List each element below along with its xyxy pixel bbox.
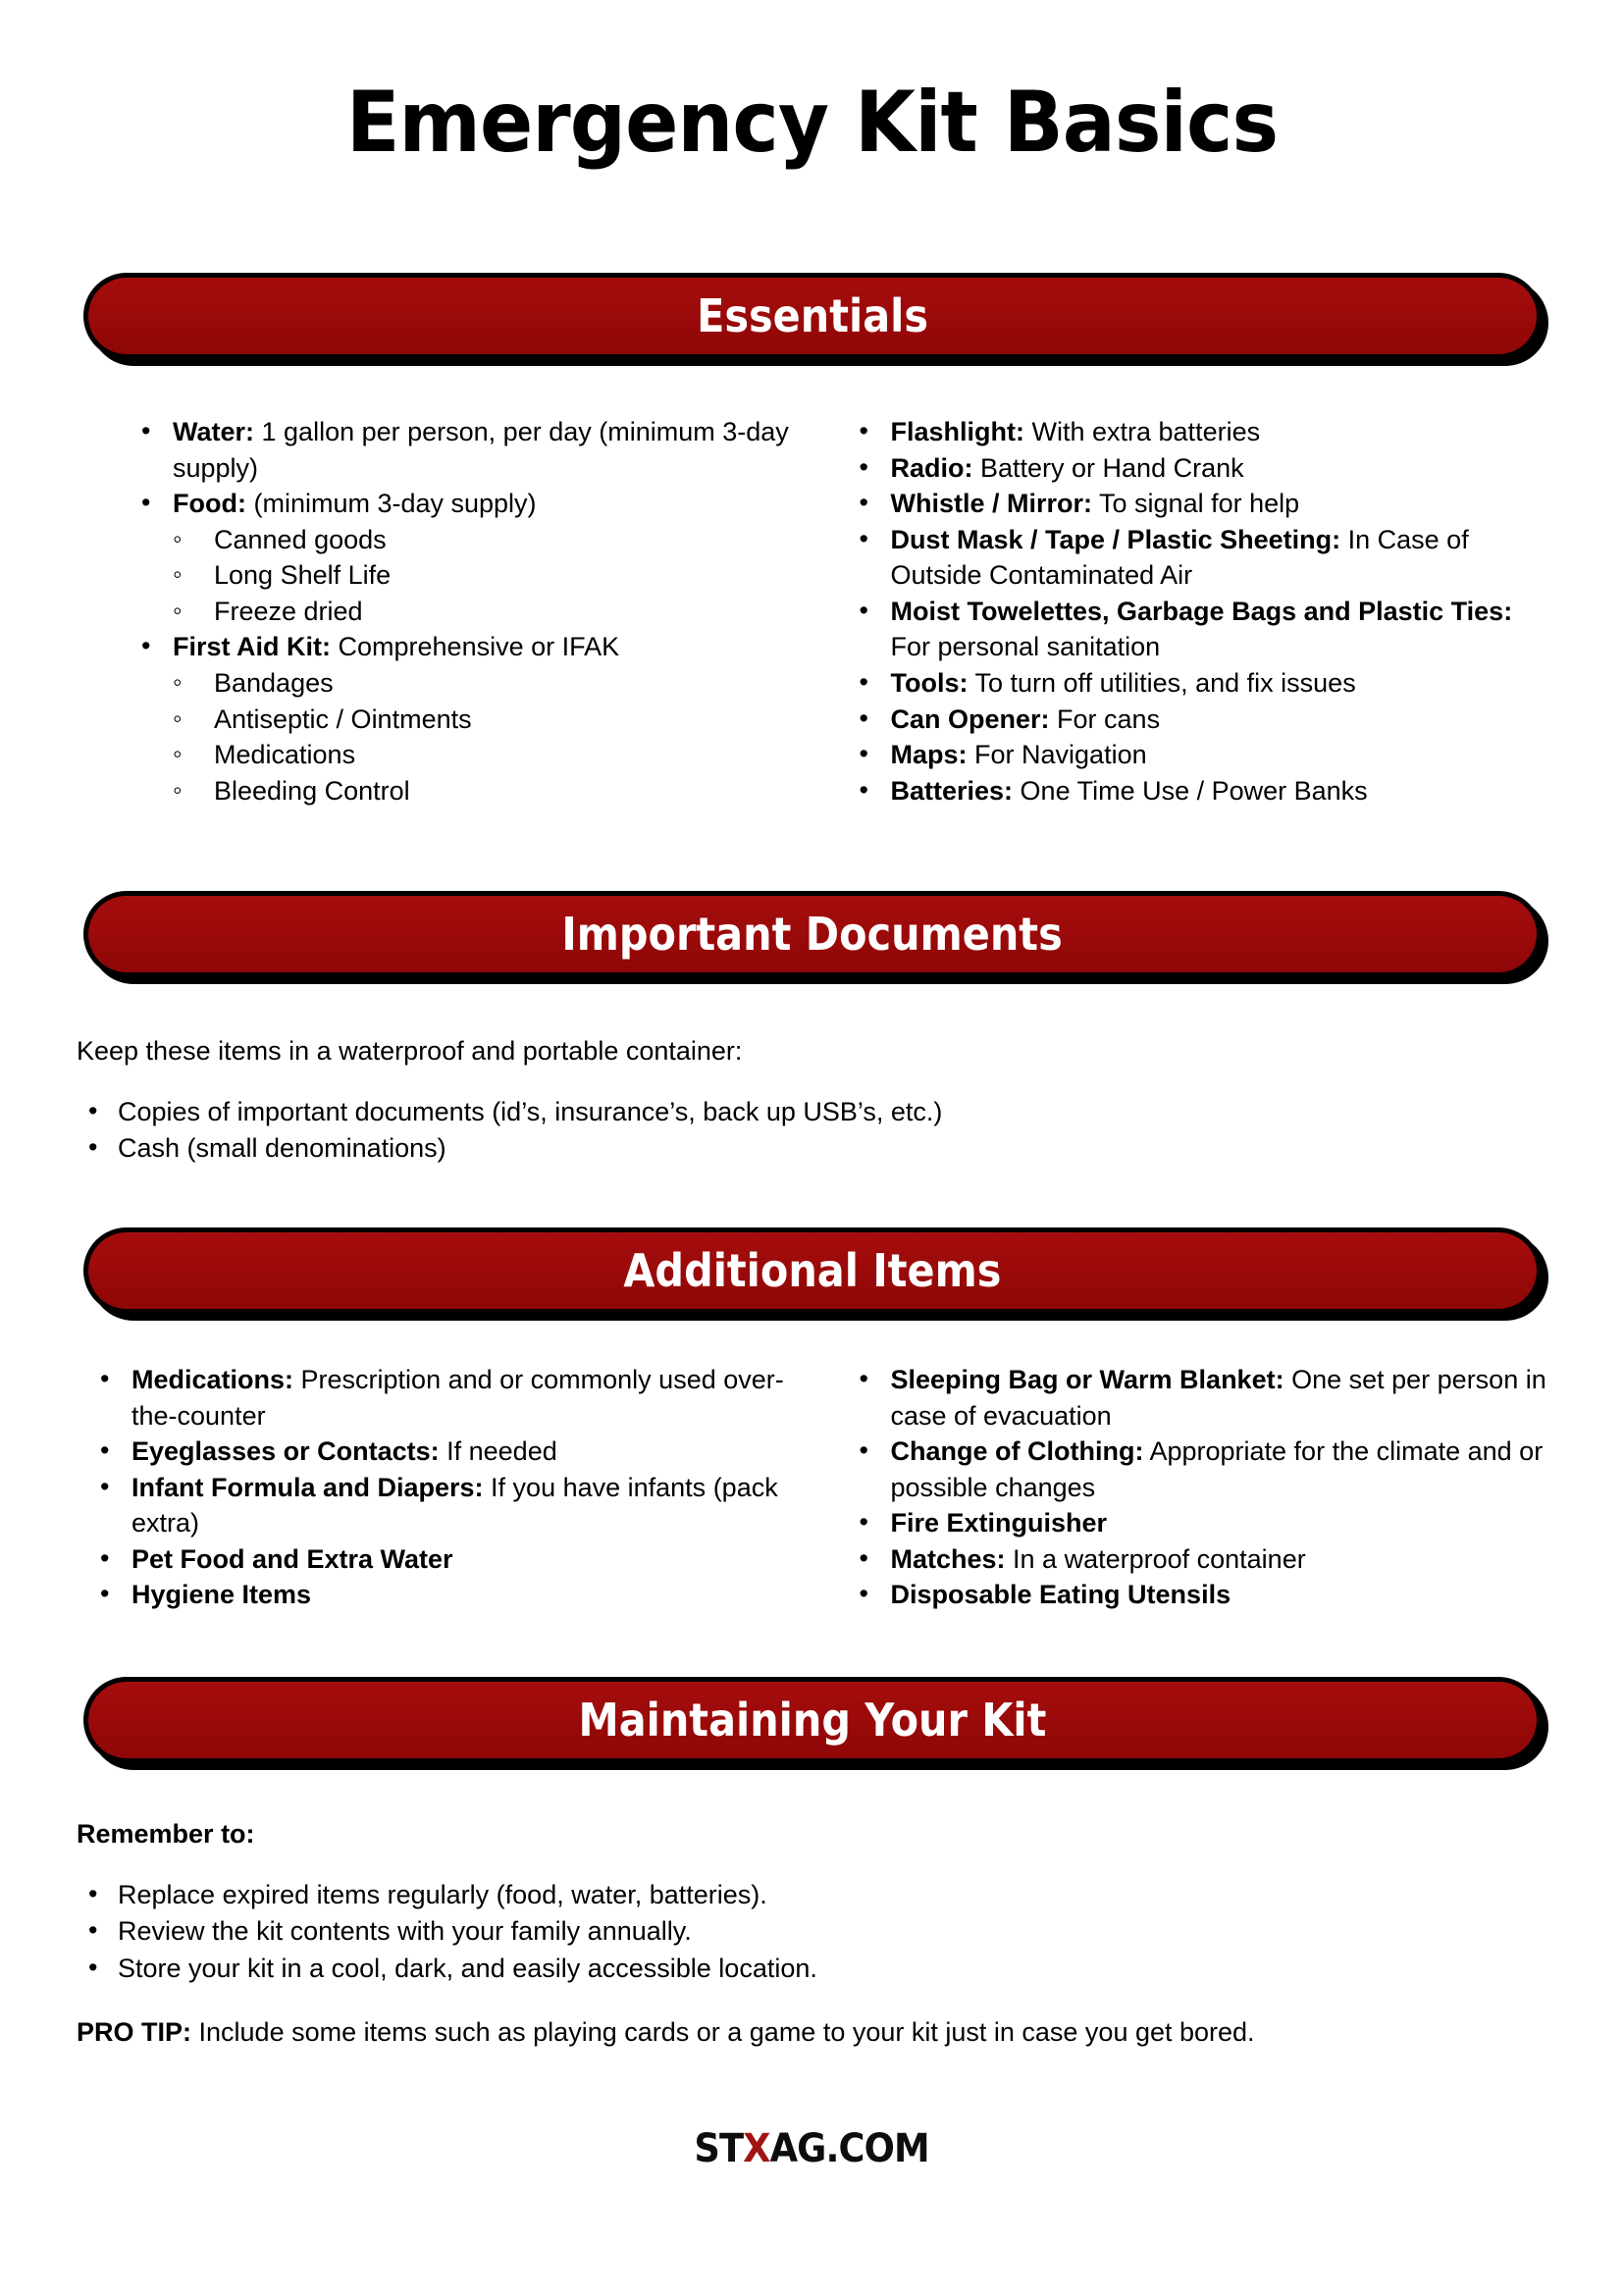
list-item: • Copies of important documents (id’s, insurance’s, back up USB’s, etc.) [77, 1094, 1547, 1130]
item-label: Sleeping Bag or Warm Blanket: [890, 1365, 1284, 1394]
maintaining-your-kit-content [77, 1816, 1547, 2050]
sub-list-item: ◦ Bandages [173, 665, 812, 702]
item-text: 1 gallon per person, per day (minimum 3-day supply) [173, 417, 789, 483]
item-label: Whistle / Mirror: [890, 489, 1093, 519]
item-label: Can Opener: [890, 704, 1050, 734]
sub-list-item: ◦ Freeze dried [173, 594, 812, 630]
sub-list [173, 522, 812, 630]
item-label: Change of Clothing: [890, 1436, 1144, 1467]
item-text: In Case of Outside Contaminated Air [890, 524, 1469, 591]
section-heading-maintaining-your-kit: Maintaining Your Kit [578, 1694, 1047, 1747]
sub-list [173, 665, 812, 808]
maintaining-list [77, 1877, 1547, 1987]
list-item [854, 594, 1548, 665]
item-text: If needed [439, 1436, 557, 1467]
list-item [854, 1541, 1548, 1578]
item-label: Flashlight: [890, 417, 1024, 446]
item-text: (minimum 3-day supply) [245, 489, 537, 519]
sub-list-item: ◦ Medications [173, 737, 812, 773]
item-label: Batteries: [890, 775, 1014, 806]
pro-tip [77, 2014, 1547, 2050]
item-text: With extra batteries [1024, 417, 1261, 446]
item-text: In a waterproof container [1005, 1543, 1306, 1574]
list-item [854, 1434, 1548, 1505]
item-label: Infant Formula and Diapers: [131, 1472, 484, 1502]
item-text: One Time Use / Power Banks [1013, 775, 1368, 806]
item-label: Tools: [890, 668, 969, 699]
item-text: Battery or Hand Crank [972, 452, 1244, 483]
page-title: Emergency Kit Basics [345, 74, 1279, 172]
site-logo[interactable] [694, 2126, 930, 2171]
list-item [854, 702, 1548, 738]
additional-items-left-column [77, 1362, 812, 1613]
list-item [854, 1362, 1548, 1434]
logo-x-mark: X [743, 2126, 771, 2171]
item-text: Prescription and or commonly used over-the-counter [131, 1365, 784, 1431]
section-heading-essentials: Essentials [697, 289, 928, 342]
item-text: For cans [1049, 704, 1161, 734]
pro-tip-text: Include some items such as playing cards or a game to your kit just in case you get bored. [191, 2016, 1255, 2047]
list-item [854, 737, 1548, 773]
maintaining-lead: Remember to: [77, 1819, 255, 1849]
item-text: One set per person in case of evacuation [890, 1365, 1546, 1431]
list-item [854, 486, 1548, 522]
item-label: Pet Food and Extra Water [131, 1543, 453, 1574]
sub-list-item: ◦ Long Shelf Life [173, 557, 812, 594]
logo-text-part1: ST [694, 2126, 744, 2171]
item-label: Medications: [131, 1365, 294, 1394]
essentials-left-column [77, 414, 812, 808]
sub-list-item: ◦ Antiseptic / Ointments [173, 702, 812, 738]
additional-items-content [77, 1362, 1547, 1613]
list-item [94, 1470, 812, 1541]
item-label: Radio: [890, 452, 973, 483]
section-banner-additional-items [83, 1227, 1542, 1314]
list-item [854, 522, 1548, 594]
item-label: Matches: [890, 1543, 1006, 1574]
pro-tip-label: PRO TIP: [77, 2016, 192, 2047]
item-text: Appropriate for the climate and or possible changes [890, 1436, 1544, 1502]
list-item [854, 450, 1548, 487]
important-documents-list [77, 1094, 1547, 1168]
item-label: Dust Mask / Tape / Plastic Sheeting: [890, 524, 1341, 554]
list-item [135, 486, 812, 629]
sub-list-item: ◦ Bleeding Control [173, 773, 812, 809]
list-item: • Store your kit in a cool, dark, and easily accessible location. [77, 1951, 1547, 1987]
item-label: Eyeglasses or Contacts: [131, 1436, 440, 1467]
section-heading-important-documents: Important Documents [561, 908, 1064, 961]
section-banner-essentials [83, 273, 1542, 359]
list-item [94, 1434, 812, 1470]
item-label: Moist Towelettes, Garbage Bags and Plastic Ties: [890, 596, 1513, 626]
list-item [854, 665, 1548, 702]
list-item [135, 629, 812, 808]
logo-text-part2: AG.COM [770, 2126, 930, 2171]
item-label: Food: [173, 489, 246, 519]
list-item [854, 773, 1548, 809]
item-text: If you have infants (pack extra) [131, 1472, 778, 1539]
section-banner-important-documents [83, 891, 1542, 977]
list-item: • Review the kit contents with your family annually. [77, 1913, 1547, 1950]
list-item [854, 414, 1548, 450]
list-item [94, 1362, 812, 1434]
additional-items-right-column [812, 1362, 1548, 1613]
essentials-right-column [812, 414, 1548, 808]
item-label: Water: [173, 417, 255, 446]
list-item [94, 1541, 812, 1578]
item-label: Fire Extinguisher [890, 1508, 1108, 1539]
item-text: For personal sanitation [890, 632, 1161, 662]
important-documents-content [77, 1033, 1547, 1168]
section-banner-maintaining-your-kit [83, 1677, 1542, 1763]
item-text: To signal for help [1092, 489, 1300, 519]
item-label: Hygiene Items [131, 1580, 312, 1610]
list-item [94, 1577, 812, 1613]
additional-items-right-list [854, 1362, 1548, 1613]
sub-list-item: ◦ Canned goods [173, 522, 812, 558]
important-documents-lead: Keep these items in a waterproof and portable container: [77, 1036, 743, 1066]
item-text: Comprehensive or IFAK [331, 632, 620, 662]
item-label: Maps: [890, 740, 968, 770]
essentials-right-list [854, 414, 1548, 808]
list-item [854, 1577, 1548, 1613]
list-item [135, 414, 812, 486]
item-label: Disposable Eating Utensils [890, 1580, 1231, 1610]
essentials-content [77, 414, 1547, 808]
list-item: • Replace expired items regularly (food, water, batteries). [77, 1877, 1547, 1913]
list-item: • Cash (small denominations) [77, 1130, 1547, 1167]
section-heading-additional-items: Additional Items [623, 1244, 1002, 1297]
list-item [854, 1505, 1548, 1541]
item-text: To turn off utilities, and fix issues [968, 668, 1356, 699]
essentials-left-list [135, 414, 812, 808]
footer [0, 2126, 1624, 2171]
item-label: First Aid Kit: [173, 632, 331, 662]
item-text: For Navigation [967, 740, 1147, 770]
additional-items-left-list [94, 1362, 812, 1613]
